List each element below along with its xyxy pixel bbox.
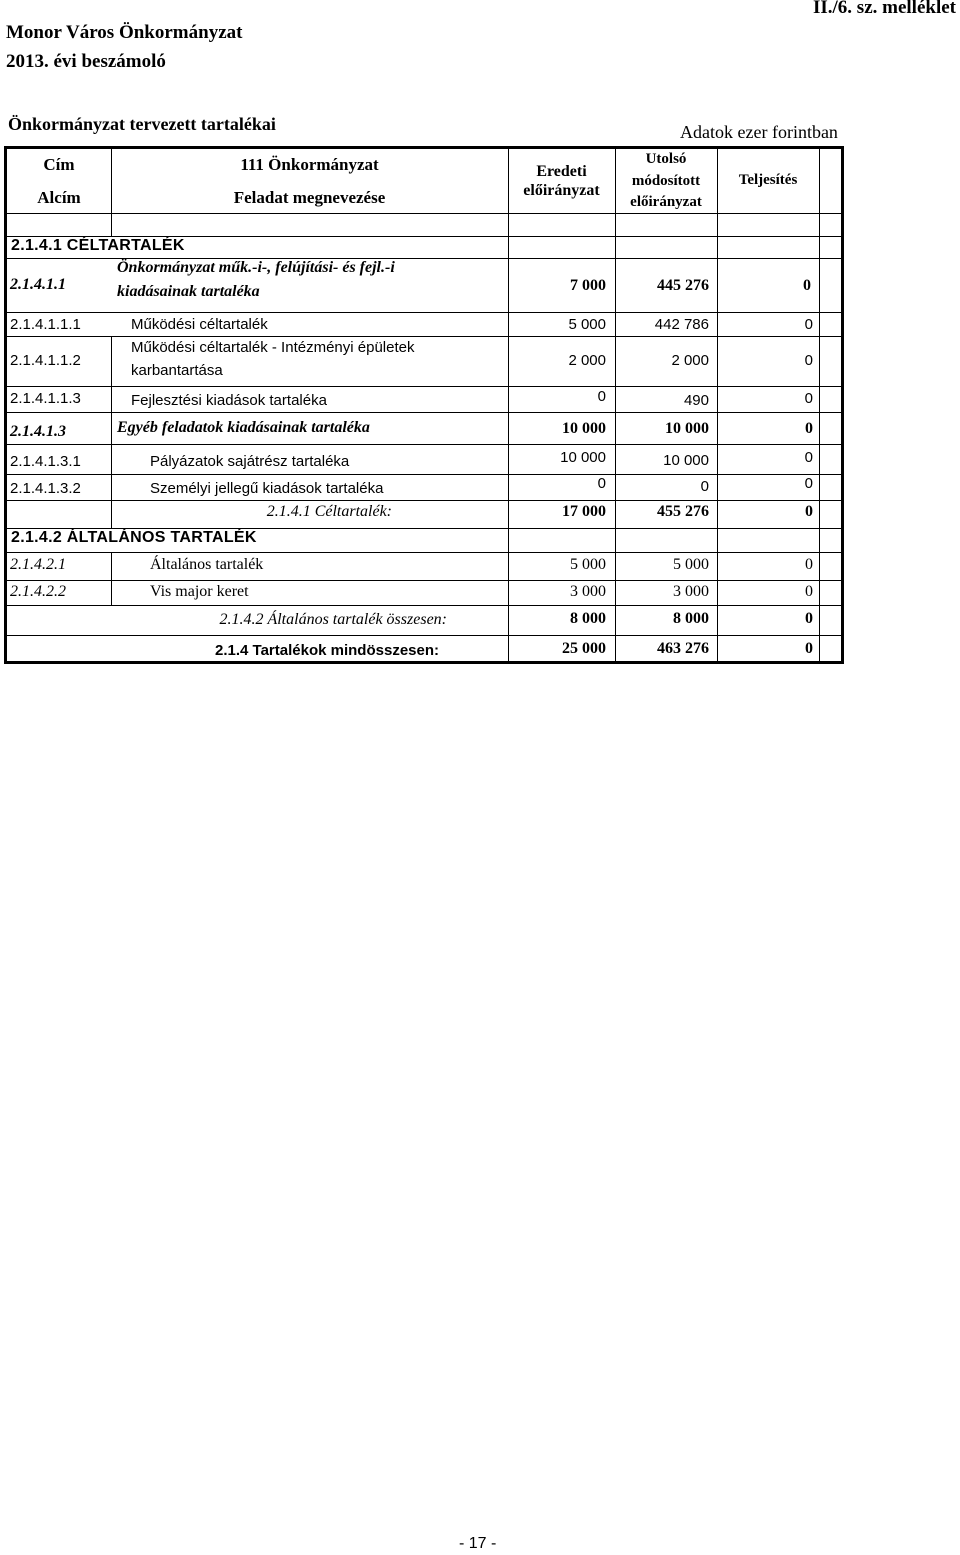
cell-original: 0	[597, 388, 606, 405]
row-label: kiadásainak tartaléka	[117, 283, 260, 300]
section-heading-altalanos: 2.1.4.2 ÁLTALÁNOS TARTALÉK	[11, 529, 257, 546]
col-header-actual: Teljesítés	[738, 172, 798, 188]
cell-modified: 3 000	[673, 583, 709, 600]
organization-name: Monor Város Önkormányzat	[6, 22, 243, 43]
row-code: 2.1.4.1.1	[10, 276, 66, 293]
row-label: Fejlesztési kiadások tartaléka	[131, 392, 327, 409]
row-label: Pályázatok sajátrész tartaléka	[150, 453, 350, 470]
col-header-original-1: Eredeti	[536, 163, 587, 180]
row-code: 2.1.4.1.1.2	[10, 352, 81, 369]
subtotal-label: 2.1.4.2 Általános tartalék összesen:	[219, 611, 447, 628]
subtotal-original: 8 000	[570, 610, 606, 627]
cell-original: 5 000	[570, 556, 606, 573]
cell-actual: 0	[804, 449, 813, 466]
cell-original: 10 000	[562, 420, 606, 437]
cell-modified: 445 276	[657, 277, 709, 294]
grand-total-original: 25 000	[562, 640, 606, 657]
row-label: Vis major keret	[150, 583, 249, 600]
report-year: 2013. évi beszámoló	[6, 51, 166, 72]
row-label: Működési céltartalék	[131, 316, 268, 333]
cell-actual: 0	[803, 277, 811, 294]
subtotal-actual: 0	[805, 503, 813, 520]
row-code: 2.1.4.1.1.3	[10, 390, 81, 407]
row-label: Egyéb feladatok kiadásainak tartaléka	[117, 419, 370, 436]
subtotal-modified: 8 000	[673, 610, 709, 627]
subtotal-original: 17 000	[562, 503, 606, 520]
cell-modified: 5 000	[673, 556, 709, 573]
row-label: Személyi jellegű kiadások tartaléka	[150, 480, 384, 497]
row-code: 2.1.4.1.1.1	[10, 316, 81, 333]
col-header-original-2: előirányzat	[523, 182, 600, 199]
units-note: Adatok ezer forintban	[680, 122, 838, 142]
row-code: 2.1.4.2.1	[10, 556, 66, 573]
grand-total-actual: 0	[805, 640, 813, 657]
cell-actual: 0	[805, 583, 813, 600]
cell-modified: 2 000	[671, 352, 709, 369]
row-label: karbantartása	[131, 362, 223, 379]
cell-original: 0	[597, 475, 606, 492]
row-label: Működési céltartalék - Intézményi épületek	[131, 339, 415, 356]
col-header-modified-2: módosított	[631, 173, 701, 189]
cell-modified: 10 000	[665, 420, 709, 437]
table-title: Önkormányzat tervezett tartalékai	[8, 114, 276, 134]
annex-label: II./6. sz. melléklet	[812, 0, 956, 18]
col-header-task: Feladat megnevezése	[233, 188, 386, 207]
grand-total-label: 2.1.4 Tartalékok mindösszesen:	[215, 642, 439, 659]
cell-actual: 0	[804, 316, 813, 333]
cell-actual: 0	[804, 352, 813, 369]
cell-modified: 442 786	[654, 316, 709, 333]
cell-modified: 0	[700, 478, 709, 495]
cell-actual: 0	[805, 420, 813, 437]
subtotal-label: 2.1.4.1 Céltartalék:	[266, 503, 392, 520]
cell-original: 3 000	[570, 583, 606, 600]
col-header-alcim: Alcím	[37, 188, 81, 207]
row-label: Általános tartalék	[150, 556, 264, 573]
col-header-modified-1: Utolsó	[645, 151, 687, 167]
cell-original: 5 000	[568, 316, 606, 333]
cell-actual: 0	[804, 475, 813, 492]
cell-actual: 0	[805, 556, 813, 573]
col-header-entity: 111 Önkormányzat	[240, 155, 379, 174]
row-label: Önkormányzat műk.-i-, felújítási- és fejl.-i	[117, 259, 395, 276]
cell-original: 2 000	[568, 352, 606, 369]
cell-original: 10 000	[560, 449, 606, 466]
col-header-cim: Cím	[43, 155, 75, 174]
page-number: - 17 -	[459, 1535, 497, 1552]
row-code: 2.1.4.2.2	[10, 583, 66, 600]
grand-total-modified: 463 276	[657, 640, 709, 657]
row-code: 2.1.4.1.3	[10, 423, 66, 440]
col-header-modified-3: előirányzat	[630, 194, 702, 210]
row-code: 2.1.4.1.3.2	[10, 480, 81, 497]
cell-modified: 490	[683, 392, 709, 409]
section-heading-celtartalek: 2.1.4.1 CÉLTARTALÉK	[11, 237, 185, 254]
subtotal-actual: 0	[805, 610, 813, 627]
subtotal-modified: 455 276	[657, 503, 709, 520]
cell-original: 7 000	[570, 277, 606, 294]
row-code: 2.1.4.1.3.1	[10, 453, 81, 470]
cell-modified: 10 000	[663, 452, 709, 469]
cell-actual: 0	[804, 390, 813, 407]
reserves-table	[4, 146, 844, 664]
